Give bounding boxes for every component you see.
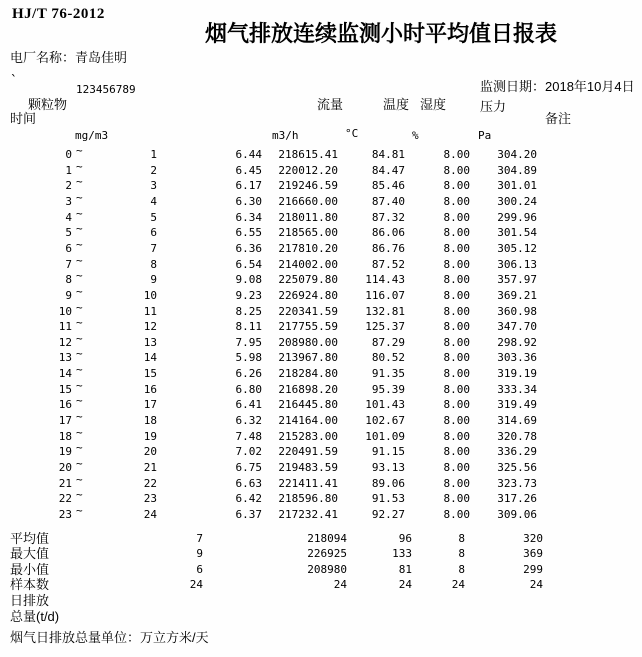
cell-flow: 214164.00 <box>278 414 338 428</box>
summary-row <box>0 546 642 562</box>
summary-label: 日排放 <box>10 593 50 609</box>
cell-hour-end: 23 <box>143 492 157 506</box>
cell-flow: 218094 <box>307 531 347 545</box>
serial-number: 123456789 <box>76 83 136 96</box>
cell-temp: 101.43 <box>365 398 405 412</box>
cell-pm: 9.23 <box>235 288 262 302</box>
cell-humidity: 8.00 <box>443 320 470 334</box>
cell-pm: 6.42 <box>235 492 262 506</box>
cell-hour-end: 8 <box>150 257 157 271</box>
cell-pressure: 304.20 <box>497 148 537 161</box>
cell-pm: 5.98 <box>235 351 262 365</box>
cell-hour-start: 5 <box>65 226 72 240</box>
cell-hour-end: 3 <box>150 179 157 193</box>
cell-humidity: 8.00 <box>443 492 470 506</box>
column-header-temp: 温度 <box>383 97 410 112</box>
cell-time-separator: ~ <box>76 144 83 157</box>
cell-pm: 6.45 <box>235 163 262 177</box>
cell-hour-end: 14 <box>143 351 157 365</box>
cell-hour-end: 1 <box>150 148 157 161</box>
cell-hour-end: 2 <box>150 163 157 177</box>
cell-hour-end: 16 <box>143 382 157 396</box>
cell-pm: 6.37 <box>235 507 262 521</box>
cell-hour-start: 9 <box>65 288 72 302</box>
cell-time-separator: ~ <box>76 363 83 377</box>
cell-temp: 114.43 <box>365 273 405 287</box>
summary-row <box>0 593 642 609</box>
cell-flow: 218284.80 <box>278 367 338 381</box>
cell-pm: 6.36 <box>235 241 262 255</box>
cell-temp: 24 <box>398 578 412 592</box>
cell-time-separator: ~ <box>76 347 83 361</box>
cell-temp: 132.81 <box>365 304 405 318</box>
cell-flow: 218615.41 <box>278 148 338 161</box>
summary-label: 最小值 <box>10 561 50 577</box>
cell-pm: 6.41 <box>235 398 262 412</box>
tick-mark: ` <box>10 74 18 89</box>
cell-temp: 84.47 <box>371 163 405 177</box>
column-header-pressure: 压力 <box>480 99 507 114</box>
cell-humidity: 8 <box>458 547 465 561</box>
cell-time-separator: ~ <box>76 222 83 236</box>
cell-pressure: 323.73 <box>497 476 537 490</box>
cell-temp: 92.27 <box>371 507 405 521</box>
cell-pressure: 303.36 <box>497 351 537 365</box>
cell-pressure: 301.54 <box>497 226 537 240</box>
cell-flow: 24 <box>333 578 347 592</box>
cell-hour-start: 20 <box>58 461 72 474</box>
table-row <box>0 316 642 335</box>
cell-pm: 6.26 <box>235 367 262 381</box>
table-row <box>0 331 642 351</box>
cell-pressure: 299.96 <box>497 210 537 224</box>
table-row <box>0 394 642 413</box>
standard-code: HJ/T 76-2012 <box>12 6 105 22</box>
unit-temp: °C <box>345 127 359 140</box>
cell-pm: 6.55 <box>235 226 262 240</box>
cell-hour-end: 20 <box>143 445 157 459</box>
cell-humidity: 8.00 <box>443 414 470 428</box>
cell-temp: 116.07 <box>365 288 405 302</box>
cell-humidity: 8.00 <box>443 398 470 412</box>
cell-hour-end: 22 <box>143 476 157 490</box>
cell-pressure: 319.19 <box>497 367 537 381</box>
cell-hour-end: 4 <box>150 194 157 208</box>
cell-pressure: 301.01 <box>497 179 537 193</box>
table-row <box>0 269 642 288</box>
cell-flow: 218596.80 <box>278 492 338 506</box>
cell-humidity: 8.00 <box>443 194 470 208</box>
cell-humidity: 8.00 <box>443 445 470 459</box>
cell-flow: 214002.00 <box>278 257 338 271</box>
cell-temp: 80.52 <box>371 351 405 365</box>
cell-flow: 217755.59 <box>278 320 338 334</box>
cell-pm: 6.75 <box>235 461 262 474</box>
cell-flow: 216898.20 <box>278 382 338 396</box>
cell-pm: 9.08 <box>235 273 262 287</box>
cell-humidity: 8.00 <box>443 226 470 240</box>
cell-hour-end: 11 <box>143 304 157 318</box>
cell-humidity: 8.00 <box>443 476 470 490</box>
cell-hour-start: 8 <box>65 273 72 287</box>
table-row <box>0 144 642 163</box>
cell-humidity: 8.00 <box>443 163 470 177</box>
table-row <box>0 190 642 210</box>
summary-row <box>0 577 642 593</box>
cell-hour-end: 15 <box>143 367 157 381</box>
cell-time-separator: ~ <box>76 190 83 204</box>
cell-hour-end: 9 <box>150 273 157 287</box>
cell-pm: 6.80 <box>235 382 262 396</box>
cell-time-separator: ~ <box>76 331 83 345</box>
cell-pm: 7.02 <box>235 445 262 459</box>
cell-temp: 133 <box>392 547 412 561</box>
cell-time-separator: ~ <box>76 488 83 502</box>
cell-pressure: 24 <box>529 578 543 592</box>
cell-humidity: 8.00 <box>443 429 470 443</box>
cell-pm: 7 <box>196 531 203 545</box>
cell-pm: 6.17 <box>235 179 262 193</box>
cell-pm: 6 <box>196 562 203 576</box>
cell-hour-start: 2 <box>65 179 72 193</box>
table-row <box>0 363 642 382</box>
cell-hour-end: 21 <box>143 461 157 474</box>
unit-humidity: % <box>412 129 419 142</box>
cell-humidity: 8.00 <box>443 351 470 365</box>
table-row <box>0 488 642 507</box>
table-row <box>0 284 642 304</box>
cell-flow: 217810.20 <box>278 241 338 255</box>
cell-pm: 7.95 <box>235 335 262 349</box>
cell-pm: 8.25 <box>235 304 262 318</box>
cell-hour-start: 3 <box>65 194 72 208</box>
cell-hour-end: 7 <box>150 241 157 255</box>
cell-pm: 24 <box>189 578 203 592</box>
table-row <box>0 300 642 320</box>
cell-time-separator: ~ <box>76 269 83 283</box>
cell-flow: 215283.00 <box>278 429 338 443</box>
cell-humidity: 8.00 <box>443 461 470 474</box>
plant-name: 电厂名称：青岛佳明 <box>10 50 128 65</box>
cell-flow: 226924.80 <box>278 288 338 302</box>
cell-hour-end: 12 <box>143 320 157 334</box>
cell-time-separator: ~ <box>76 472 83 486</box>
cell-temp: 91.53 <box>371 492 405 506</box>
column-header-remark: 备注 <box>545 111 572 126</box>
unit-flow: m3/h <box>272 129 299 142</box>
cell-time-separator: ~ <box>76 237 83 251</box>
cell-pm: 6.54 <box>235 257 262 271</box>
cell-pm: 6.44 <box>235 148 262 161</box>
cell-flow: 225079.80 <box>278 273 338 287</box>
cell-temp: 125.37 <box>365 320 405 334</box>
cell-hour-start: 19 <box>58 445 72 459</box>
cell-flow: 220012.20 <box>278 163 338 177</box>
table-row <box>0 503 642 523</box>
summary-row <box>0 562 642 578</box>
table-row <box>0 175 642 194</box>
cell-time-separator: ~ <box>76 316 83 330</box>
cell-pm: 6.32 <box>235 414 262 428</box>
cell-pressure: 333.34 <box>497 382 537 396</box>
table-row <box>0 206 642 226</box>
cell-time-separator: ~ <box>76 206 83 220</box>
cell-hour-end: 6 <box>150 226 157 240</box>
cell-hour-start: 22 <box>58 492 72 506</box>
unit-pressure: Pa <box>478 129 492 142</box>
table-row <box>0 410 642 429</box>
cell-pressure: 317.26 <box>497 492 537 506</box>
cell-flow: 218011.80 <box>278 210 338 224</box>
cell-time-separator: ~ <box>76 159 83 173</box>
table-row <box>0 253 642 273</box>
cell-temp: 86.76 <box>371 241 405 255</box>
cell-humidity: 8.00 <box>443 304 470 318</box>
cell-flow: 219483.59 <box>278 461 338 474</box>
cell-temp: 93.13 <box>371 461 405 474</box>
cell-pressure: 369 <box>523 547 543 561</box>
cell-pressure: 357.97 <box>497 273 537 287</box>
cell-humidity: 8.00 <box>443 257 470 271</box>
cell-pressure: 320.78 <box>497 429 537 443</box>
cell-temp: 86.06 <box>371 226 405 240</box>
cell-flow: 208980 <box>307 562 347 576</box>
cell-pressure: 304.89 <box>497 163 537 177</box>
footer-note: 烟气日排放总量单位：万立方米/天 <box>10 630 209 645</box>
cell-humidity: 8.00 <box>443 241 470 255</box>
summary-label: 最大值 <box>10 546 50 562</box>
cell-flow: 226925 <box>307 547 347 561</box>
cell-temp: 81 <box>398 562 412 576</box>
cell-hour-start: 21 <box>58 476 72 490</box>
table-row <box>0 457 642 476</box>
report-title: 烟气排放连续监测小时平均值日报表 <box>205 21 558 46</box>
cell-temp: 89.06 <box>371 476 405 490</box>
cell-hour-start: 12 <box>58 335 72 349</box>
cell-flow: 220491.59 <box>278 445 338 459</box>
cell-hour-end: 5 <box>150 210 157 224</box>
cell-hour-end: 17 <box>143 398 157 412</box>
cell-hour-start: 14 <box>58 367 72 381</box>
cell-humidity: 8.00 <box>443 367 470 381</box>
cell-flow: 213967.80 <box>278 351 338 365</box>
cell-time-separator: ~ <box>76 441 83 455</box>
cell-time-separator: ~ <box>76 378 83 392</box>
cell-time-separator: ~ <box>76 410 83 424</box>
cell-hour-start: 6 <box>65 241 72 255</box>
summary-label: 平均值 <box>10 530 50 546</box>
cell-time-separator: ~ <box>76 425 83 439</box>
cell-hour-start: 4 <box>65 210 72 224</box>
cell-time-separator: ~ <box>76 300 83 314</box>
cell-hour-end: 13 <box>143 335 157 349</box>
table-row <box>0 222 642 241</box>
cell-flow: 218565.00 <box>278 226 338 240</box>
table-row <box>0 441 642 460</box>
cell-hour-start: 23 <box>58 507 72 521</box>
cell-hour-start: 16 <box>58 398 72 412</box>
cell-pm: 6.30 <box>235 194 262 208</box>
cell-flow: 216660.00 <box>278 194 338 208</box>
report-date: 监测日期：2018年10月4日 <box>480 79 635 94</box>
cell-time-separator: ~ <box>76 394 83 408</box>
cell-temp: 96 <box>398 531 412 545</box>
cell-hour-start: 0 <box>65 148 72 161</box>
cell-temp: 102.67 <box>365 414 405 428</box>
cell-humidity: 8.00 <box>443 148 470 161</box>
cell-pressure: 360.98 <box>497 304 537 318</box>
cell-hour-end: 19 <box>143 429 157 443</box>
cell-pressure: 299 <box>523 562 543 576</box>
cell-humidity: 8 <box>458 562 465 576</box>
cell-flow: 216445.80 <box>278 398 338 412</box>
cell-hour-end: 18 <box>143 414 157 428</box>
cell-flow: 220341.59 <box>278 304 338 318</box>
summary-label: 总量(t/d) <box>10 608 60 624</box>
cell-pm: 6.34 <box>235 210 262 224</box>
cell-humidity: 24 <box>451 578 465 592</box>
cell-hour-start: 13 <box>58 351 72 365</box>
cell-temp: 87.29 <box>371 335 405 349</box>
cell-pressure: 309.06 <box>497 507 537 521</box>
cell-pressure: 314.69 <box>497 414 537 428</box>
cell-temp: 84.81 <box>371 148 405 161</box>
cell-temp: 87.40 <box>371 194 405 208</box>
cell-pressure: 319.49 <box>497 398 537 412</box>
cell-hour-start: 1 <box>65 163 72 177</box>
summary-row <box>0 531 642 547</box>
cell-hour-start: 15 <box>58 382 72 396</box>
cell-humidity: 8.00 <box>443 288 470 302</box>
cell-temp: 91.35 <box>371 367 405 381</box>
cell-humidity: 8.00 <box>443 382 470 396</box>
cell-time-separator: ~ <box>76 253 83 267</box>
cell-hour-start: 17 <box>58 414 72 428</box>
cell-hour-start: 7 <box>65 257 72 271</box>
unit-pm: mg/m3 <box>75 129 109 142</box>
cell-humidity: 8.00 <box>443 179 470 193</box>
cell-humidity: 8.00 <box>443 273 470 287</box>
cell-hour-end: 24 <box>143 507 157 521</box>
cell-pressure: 347.70 <box>497 320 537 334</box>
cell-humidity: 8.00 <box>443 210 470 224</box>
cell-temp: 101.09 <box>365 429 405 443</box>
cell-flow: 221411.41 <box>278 476 338 490</box>
cell-time-separator: ~ <box>76 503 83 517</box>
cell-time-separator: ~ <box>76 175 83 189</box>
cell-pressure: 298.92 <box>497 335 537 349</box>
cell-flow: 208980.00 <box>278 335 338 349</box>
cell-humidity: 8 <box>458 531 465 545</box>
cell-pm: 7.48 <box>235 429 262 443</box>
cell-pressure: 320 <box>523 531 543 545</box>
cell-pm: 8.11 <box>235 320 262 334</box>
cell-pm: 6.63 <box>235 476 262 490</box>
cell-pressure: 300.24 <box>497 194 537 208</box>
cell-pressure: 305.12 <box>497 241 537 255</box>
cell-temp: 91.15 <box>371 445 405 459</box>
cell-pressure: 325.56 <box>497 461 537 474</box>
column-header-humidity: 湿度 <box>420 97 447 112</box>
cell-time-separator: ~ <box>76 284 83 298</box>
table-row <box>0 378 642 398</box>
cell-hour-start: 18 <box>58 429 72 443</box>
cell-time-separator: ~ <box>76 457 83 470</box>
cell-temp: 87.52 <box>371 257 405 271</box>
summary-row <box>0 609 642 625</box>
cell-pm: 9 <box>196 547 203 561</box>
cell-hour-start: 10 <box>58 304 72 318</box>
cell-flow: 217232.41 <box>278 507 338 521</box>
cell-pressure: 306.13 <box>497 257 537 271</box>
cell-pressure: 369.21 <box>497 288 537 302</box>
table-row <box>0 237 642 257</box>
table-row <box>0 159 642 179</box>
cell-humidity: 8.00 <box>443 335 470 349</box>
column-header-flow: 流量 <box>317 97 344 112</box>
column-header-time: 时间 <box>10 111 37 126</box>
cell-hour-end: 10 <box>143 288 157 302</box>
cell-temp: 85.46 <box>371 179 405 193</box>
column-header-pm: 颗粒物 <box>28 97 68 112</box>
cell-humidity: 8.00 <box>443 507 470 521</box>
cell-flow: 219246.59 <box>278 179 338 193</box>
table-row <box>0 472 642 492</box>
table-row <box>0 425 642 445</box>
cell-temp: 87.32 <box>371 210 405 224</box>
cell-hour-start: 11 <box>58 320 72 334</box>
cell-temp: 95.39 <box>371 382 405 396</box>
cell-pressure: 336.29 <box>497 445 537 459</box>
summary-label: 样本数 <box>10 577 50 593</box>
table-row <box>0 347 642 366</box>
